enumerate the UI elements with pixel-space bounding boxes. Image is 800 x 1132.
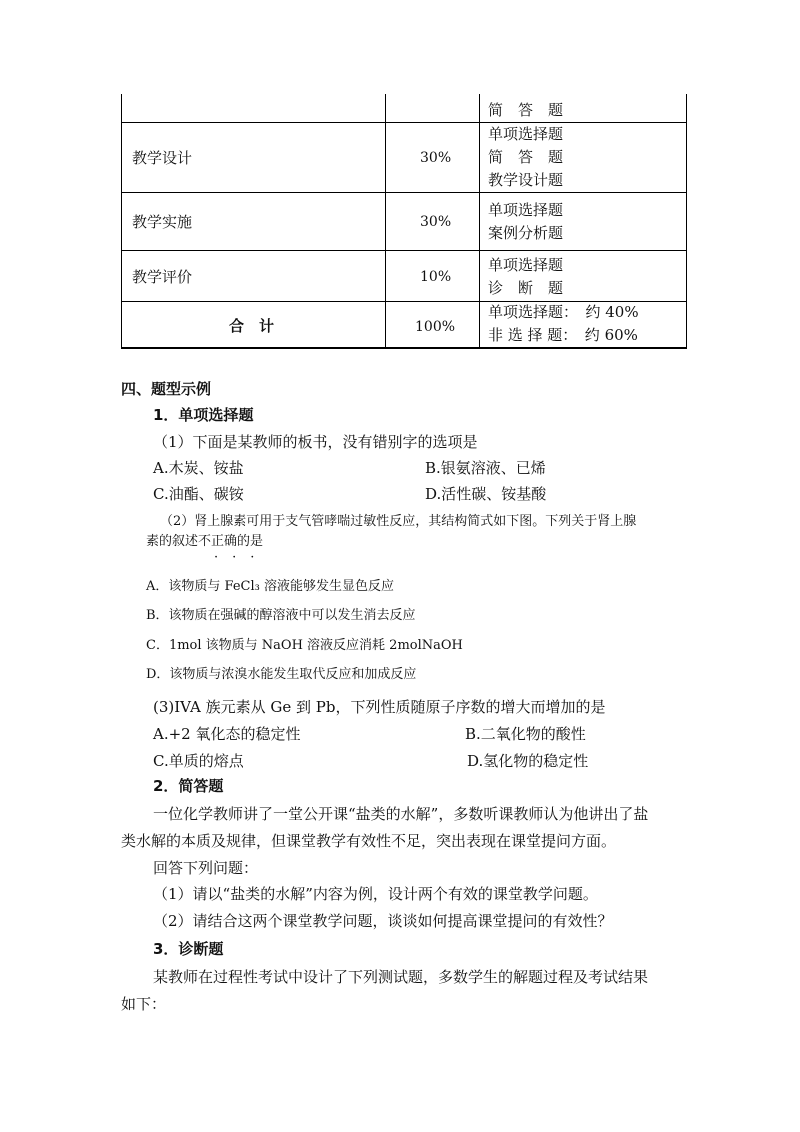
table-total-percent: 100%: [415, 319, 456, 335]
section-heading: 四、题型示例: [121, 380, 212, 398]
table-cell-type: 简 答 题: [488, 148, 564, 166]
table-cell-type: 单项选择题: [488, 256, 564, 274]
option-d: D.活性碳、铵基酸: [425, 485, 547, 503]
subsection-heading: 3．诊断题: [153, 940, 224, 958]
paragraph-line: 某教师在过程性考试中设计了下列测试题，多数学生的解题过程及考试结果: [153, 968, 649, 986]
paragraph-line: 一位化学教师讲了一堂公开课“盐类的水解”，多数听课教师认为他讲出了盐: [153, 805, 649, 823]
table-cell-type: 非 选 择 题： 约 60%: [488, 326, 638, 344]
table-cell-type: 教学设计题: [488, 171, 564, 189]
subsection-heading: 1．单项选择题: [153, 406, 254, 424]
emphasis-dots: ···: [214, 550, 269, 565]
option-c: C.单质的熔点: [153, 752, 244, 770]
table-rule: [121, 122, 687, 123]
table-cell-type: 单项选择题: [488, 125, 564, 143]
question-stem-cont: 素的叙述不正确的是: [146, 534, 264, 549]
table-border-right: [686, 94, 687, 348]
question-stem: （2）肾上腺素可用于支气管哮喘过敏性反应，其结构简式如下图。下列关于肾上腺: [160, 514, 637, 529]
table-cell-type: 单项选择题： 约 40%: [488, 303, 639, 321]
table-rule: [121, 192, 687, 193]
option-b: B．该物质在强碱的醇溶液中可以发生消去反应: [146, 608, 416, 623]
table-cell-type: 案例分析题: [488, 224, 564, 242]
question-item: （2）请结合这两个课堂教学问题，谈谈如何提高课堂提问的有效性？: [153, 912, 613, 930]
question-stem: (3)IVA 族元素从 Ge 到 Pb，下列性质随原子序数的增大而增加的是: [153, 698, 606, 716]
option-d: D．该物质与浓溴水能发生取代反应和加成反应: [146, 667, 417, 682]
table-divider-2: [479, 94, 480, 348]
paragraph-line: 如下：: [121, 995, 167, 1013]
question-item: （1）请以“盐类的水解”内容为例，设计两个有效的课堂教学问题。: [153, 885, 598, 903]
paragraph-line: 类水解的本质及规律，但课堂教学有效性不足，突出表现在课堂提问方面。: [121, 832, 617, 850]
option-a: A．该物质与 FeCl₃ 溶液能够发生显色反应: [146, 579, 394, 594]
subsection-heading: 2．简答题: [153, 777, 224, 795]
table-cell-percent: 30%: [420, 150, 452, 166]
table-border-bottom: [121, 347, 687, 349]
table-border-left: [121, 94, 122, 348]
option-b: B.二氧化物的酸性: [465, 725, 586, 743]
table-cell-area: 教学评价: [132, 268, 193, 286]
paragraph-line: 回答下列问题：: [153, 859, 259, 877]
table-cell-area: 教学实施: [132, 213, 193, 231]
option-c: C．1mol 该物质与 NaOH 溶液反应消耗 2molNaOH: [146, 638, 463, 653]
table-total-label: 合 计: [229, 317, 275, 335]
table-rule: [121, 250, 687, 251]
table-cell-type: 单项选择题: [488, 201, 564, 219]
question-stem: （1）下面是某教师的板书，没有错别字的选项是: [153, 433, 478, 451]
table-cell-percent: 10%: [420, 269, 452, 285]
option-a: A.+2 氧化态的稳定性: [153, 725, 301, 743]
table-cell-area: 教学设计: [132, 149, 193, 167]
option-a: A.木炭、铵盐: [153, 459, 244, 477]
option-b: B.银氨溶液、已烯: [425, 459, 546, 477]
table-divider-1: [385, 94, 386, 348]
option-c: C.油酯、碳铵: [153, 485, 244, 503]
option-d: D.氢化物的稳定性: [467, 752, 589, 770]
table-cell-type: 诊 断 题: [488, 279, 564, 297]
table-cell-percent: 30%: [420, 214, 452, 230]
table-cell-type: 简 答 题: [488, 101, 564, 119]
